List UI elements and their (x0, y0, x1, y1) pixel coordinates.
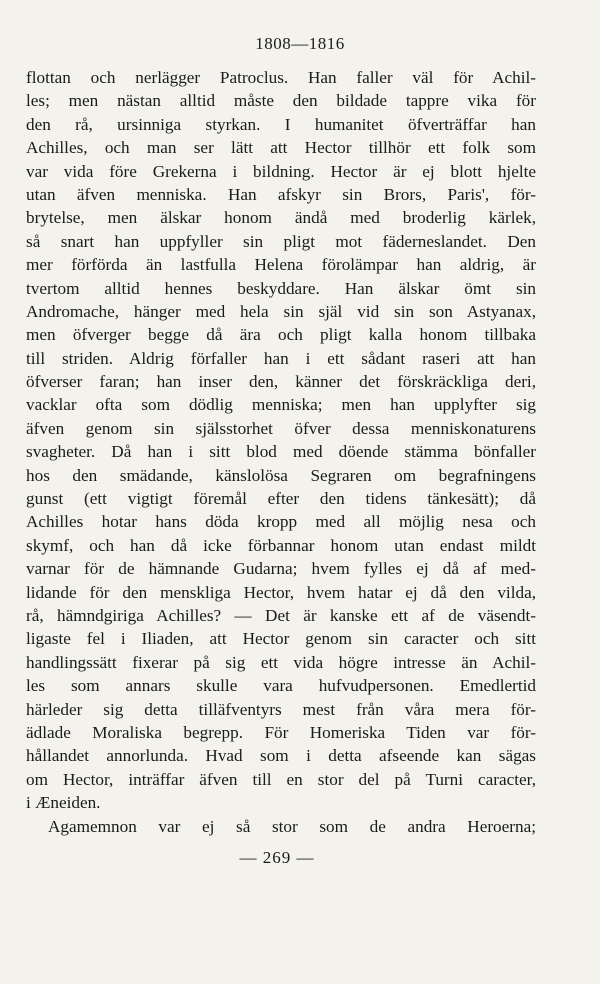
text-line: till striden. Aldrig förfaller han i ett sådant raseri att han (26, 348, 536, 368)
text-line: mer förförda än lastfulla Helena förolämpar han aldrig, är (26, 255, 536, 275)
text-line: i Æneiden. (26, 793, 101, 813)
text-line: men öfverger begge då ära och pligt kalla honom tillbaka (26, 325, 536, 345)
text-line: tvertom alltid hennes beskyddare. Han älskar ömt sin (26, 278, 536, 298)
page-number: — 269 — (239, 848, 315, 867)
text-line: härleder sig detta tilläfventyrs mest från våra mera för- (26, 699, 536, 719)
text-line: den rå, ursinniga styrkan. I humanitet öfverträffar han (26, 114, 536, 134)
text-line: vacklar ofta som dödlig menniska; men han upplyfter sig (26, 395, 536, 415)
text-line: les som annars skulle vara hufvudpersonen. Emedlertid (26, 676, 536, 696)
text-line: flottan och nerlägger Patroclus. Han faller väl för Achil- (26, 68, 536, 87)
text-line: hållandet annorlunda. Hvad som i detta afseende kan sägas (26, 746, 536, 766)
running-header: 1808—1816 (255, 34, 345, 53)
text-line: Achilles hotar hans döda kropp med all möjlig nesa och (26, 512, 536, 532)
text-line: ligaste fel i Iliaden, att Hector genom sin caracter och sitt (26, 629, 536, 649)
text-line: svagheter. Då han i sitt blod med döende stämma bönfaller (26, 442, 536, 462)
text-line: ädlade Moraliska begrepp. För Homeriska Tiden var för- (26, 722, 536, 742)
text-line: les; men nästan alltid måste den bildade tappre vika för (26, 91, 536, 111)
text-line: lidande för den menskliga Hector, hvem hatar ej då den vilda, (26, 582, 536, 602)
text-line: utan äfven menniska. Han afskyr sin Brors, Paris', för- (26, 184, 536, 204)
text-line: varnar för de hämnande Gudarna; hvem fylles ej då af med- (26, 559, 536, 579)
text-line: var vida före Grekerna i bildning. Hector är ej blott hjelte (26, 161, 536, 181)
text-line: skymf, och han då icke förbannar honom utan endast mildt (26, 535, 536, 555)
text-line: rå, hämndgiriga Achilles? — Det är kanske ett af de väsendt- (26, 605, 536, 625)
text-line: handlingssätt fixerar på sig ett vida högre intresse än Achil- (26, 652, 536, 672)
text-line: brytelse, men älskar honom ändå med broderlig kärlek, (26, 208, 536, 228)
text-line: äfven genom sin själsstorhet öfver dessa menniskonaturens (26, 418, 536, 438)
text-line: hos den smädande, känslolösa Segraren om begrafningens (26, 465, 536, 485)
paragraph-start: Agamemnon var ej så stor som de andra Heroerna; (48, 816, 536, 836)
text-line: så snart han uppfyller sin pligt mot fäderneslandet. Den (26, 231, 536, 251)
text-line: gunst (ett vigtigt föremål efter den tidens tänkesätt); då (26, 489, 536, 509)
text-line: om Hector, inträffar äfven till en stor del på Turni caracter, (26, 769, 536, 789)
text-line: öfverser faran; han inser den, känner det förskräckliga deri, (26, 372, 536, 392)
body-text (26, 66, 536, 838)
text-line: Andromache, hänger med hela sin själ vid sin son Astyanax, (26, 301, 536, 321)
text-line: Achilles, och man ser lätt att Hector tillhör ett folk som (26, 138, 536, 158)
